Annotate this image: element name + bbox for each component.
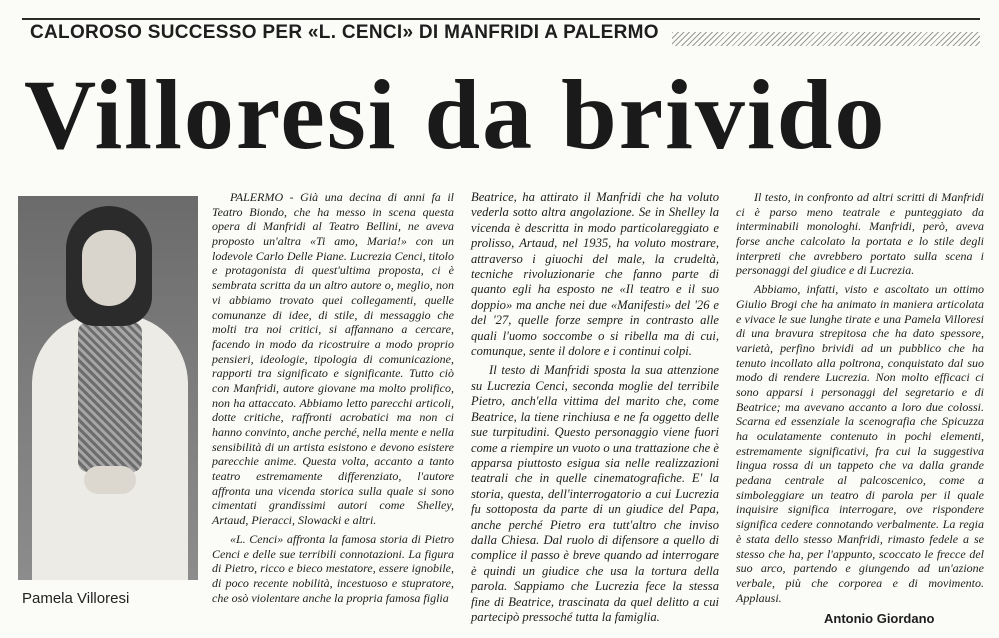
kicker-headline: CALOROSO SUCCESSO PER «L. CENCI» DI MANFRIDI A PALERMO: [30, 22, 669, 44]
decorative-hatch: [672, 32, 980, 46]
photo-tunic: [78, 322, 142, 472]
author-byline: Antonio Giordano: [824, 611, 935, 626]
portrait-photo: [18, 196, 198, 580]
photo-hands: [84, 466, 136, 494]
paragraph: Abbiamo, infatti, visto e ascoltato un ottimo Giulio Brogi che ha animato in maniera articolata e vivace le sue lunghe tirate e una Pamela Villoresi di una bravura strepitosa che ha dato spessore, varietà, perfino brividi ad un pubblico che ha tenuto incollato alla poltrona, conquistato dal suo modo di rendere Lucrezia. Non molto efficaci ci sono apparsi i personaggi del segretario e di Beatrice; ma avevano accanto a loro due colossi. Scarna ed essenziale la scenografia che Spicuzza ha oculatamente contenuto in pochi elementi, estremamente significativi, fra cui la suggestiva lingua rossa di un tappeto che va dalla grande pedana centrale al palcoscenico, come a simboleggiare un teatro di parola per il quale inquisire significa interrogare, ove rispondere significa cedere connotando verbalmente. La regia è stata dello stesso Manfridi, rimasto fedele a se stesso che ha, per l'appunto, scoccato le frecce del suo arco, partendo e giungendo ad un'azione verbale, più che corporea e di movimento. Applausi.: [736, 282, 984, 605]
article-column-1: [212, 190, 454, 605]
main-headline: Villoresi da brivido: [24, 59, 887, 170]
paragraph: PALERMO - Già una decina di anni fa il Teatro Biondo, che ha messo in scena questa opera di Manfridi al Teatro Bellini, ne aveva proposto un'altra «Ti amo, Maria!» con un lodevole Carlo Delle Piane. Lucrezia Cenci, titolo e protagonista di quest'ultima proposta, ci è sembrata scritta da un altro autore o, meglio, non vi abbiamo trovato quei collegamenti, quelle comunanze di idee, di stile, di messaggio che molti tra noi critici, si affannano a cercare, facendo in modo da ricostruire a modo proprio pensieri, ideologie, tipologia di comunicazione, rapporti tra significato e significante. Tutto ciò con Manfridi, autore giovane ma molto prolifico, non ha attaccato. Abbiamo letto parecchi articoli, dotte critiche, raffronti acrobatici ma non ci hanno convinto, anche perché, nella mente e nella sensibilità di un artista esistono e devono esistere parecchie anime. Questa volta, accanto a tanto teatro estremamente differenziato, l'autore affronta una vicenda storica sulla quale si sono cimentati grandissimi autori come Shelley, Artaud, Pieracci, Slowacki e altri.: [212, 190, 454, 528]
article-column-2: [471, 190, 719, 625]
paragraph: Il testo, in confronto ad altri scritti di Manfridi ci è parso meno teatrale e punteggiato da interminabili monologhi. Manfridi, però, aveva forse anche calcolato la portata e lo stile degli interpreti che avrebbero portato sulla scena i personaggi del giudice e di Lucrezia.: [736, 190, 984, 278]
photo-face: [82, 230, 136, 306]
paragraph: Il testo di Manfridi sposta la sua attenzione su Lucrezia Cenci, seconda moglie del terribile Pietro, anch'ella vittima del marito che, come Beatrice, la tiene rinchiusa e ne fa oggetto delle sue turpitudini. Questo personaggio viene fuori come a riempire un vuoto o una trattazione che è apparsa piuttosto esigua sia nelle realizzazioni teatrali che in quelle cinematografiche. E' la storia, questa, dell'interrogatorio a cui Lucrezia fu sottoposta da parte di un giudice del Papa, anche perché Pietro era tutt'altro che inviso dalla Chiesa. Dal ruolo di difensore a quello di complice il passo è breve quando ad interrogare è quindi un giudice che usa la tortura della parola. Sappiamo che Lucrezia fece la stessa fine di Beatrice, trascinata da quel delitto a cui partecipò pressoché tutta la famiglia.: [471, 363, 719, 624]
kicker-rule: [22, 18, 980, 48]
paragraph: Beatrice, ha attirato il Manfridi che ha voluto vederla sotto altra angolazione. Se in Shelley la vicenda è descritta in modo particolareggiato e prolisso, Artaud, nel 1935, ha voluto mostrare, attraverso i giuochi del male, la crudeltà, tecniche rivoluzionarie che fanno parte di quanto egli ha esposto ne «Il teatro e il suo doppio» ma anche nei due «Manifesti» del '26 e del '27, quelle forze sempre in contrasto alle quali l'uomo soccombe o si ribella ma di cui, comunque, sente il dolore e i continui colpi.: [471, 190, 719, 359]
photo-caption: Pamela Villoresi: [22, 590, 130, 607]
article-column-3: [736, 190, 984, 605]
paragraph: «L. Cenci» affronta la famosa storia di Pietro Cenci e delle sue terribili connotazioni. La figura di Pietro, ricco e bieco mestatore, essere ignobile, di poco recente nobilità, incestuoso e stupratore, che osò violentare anche la propria famosa figlia: [212, 531, 454, 605]
